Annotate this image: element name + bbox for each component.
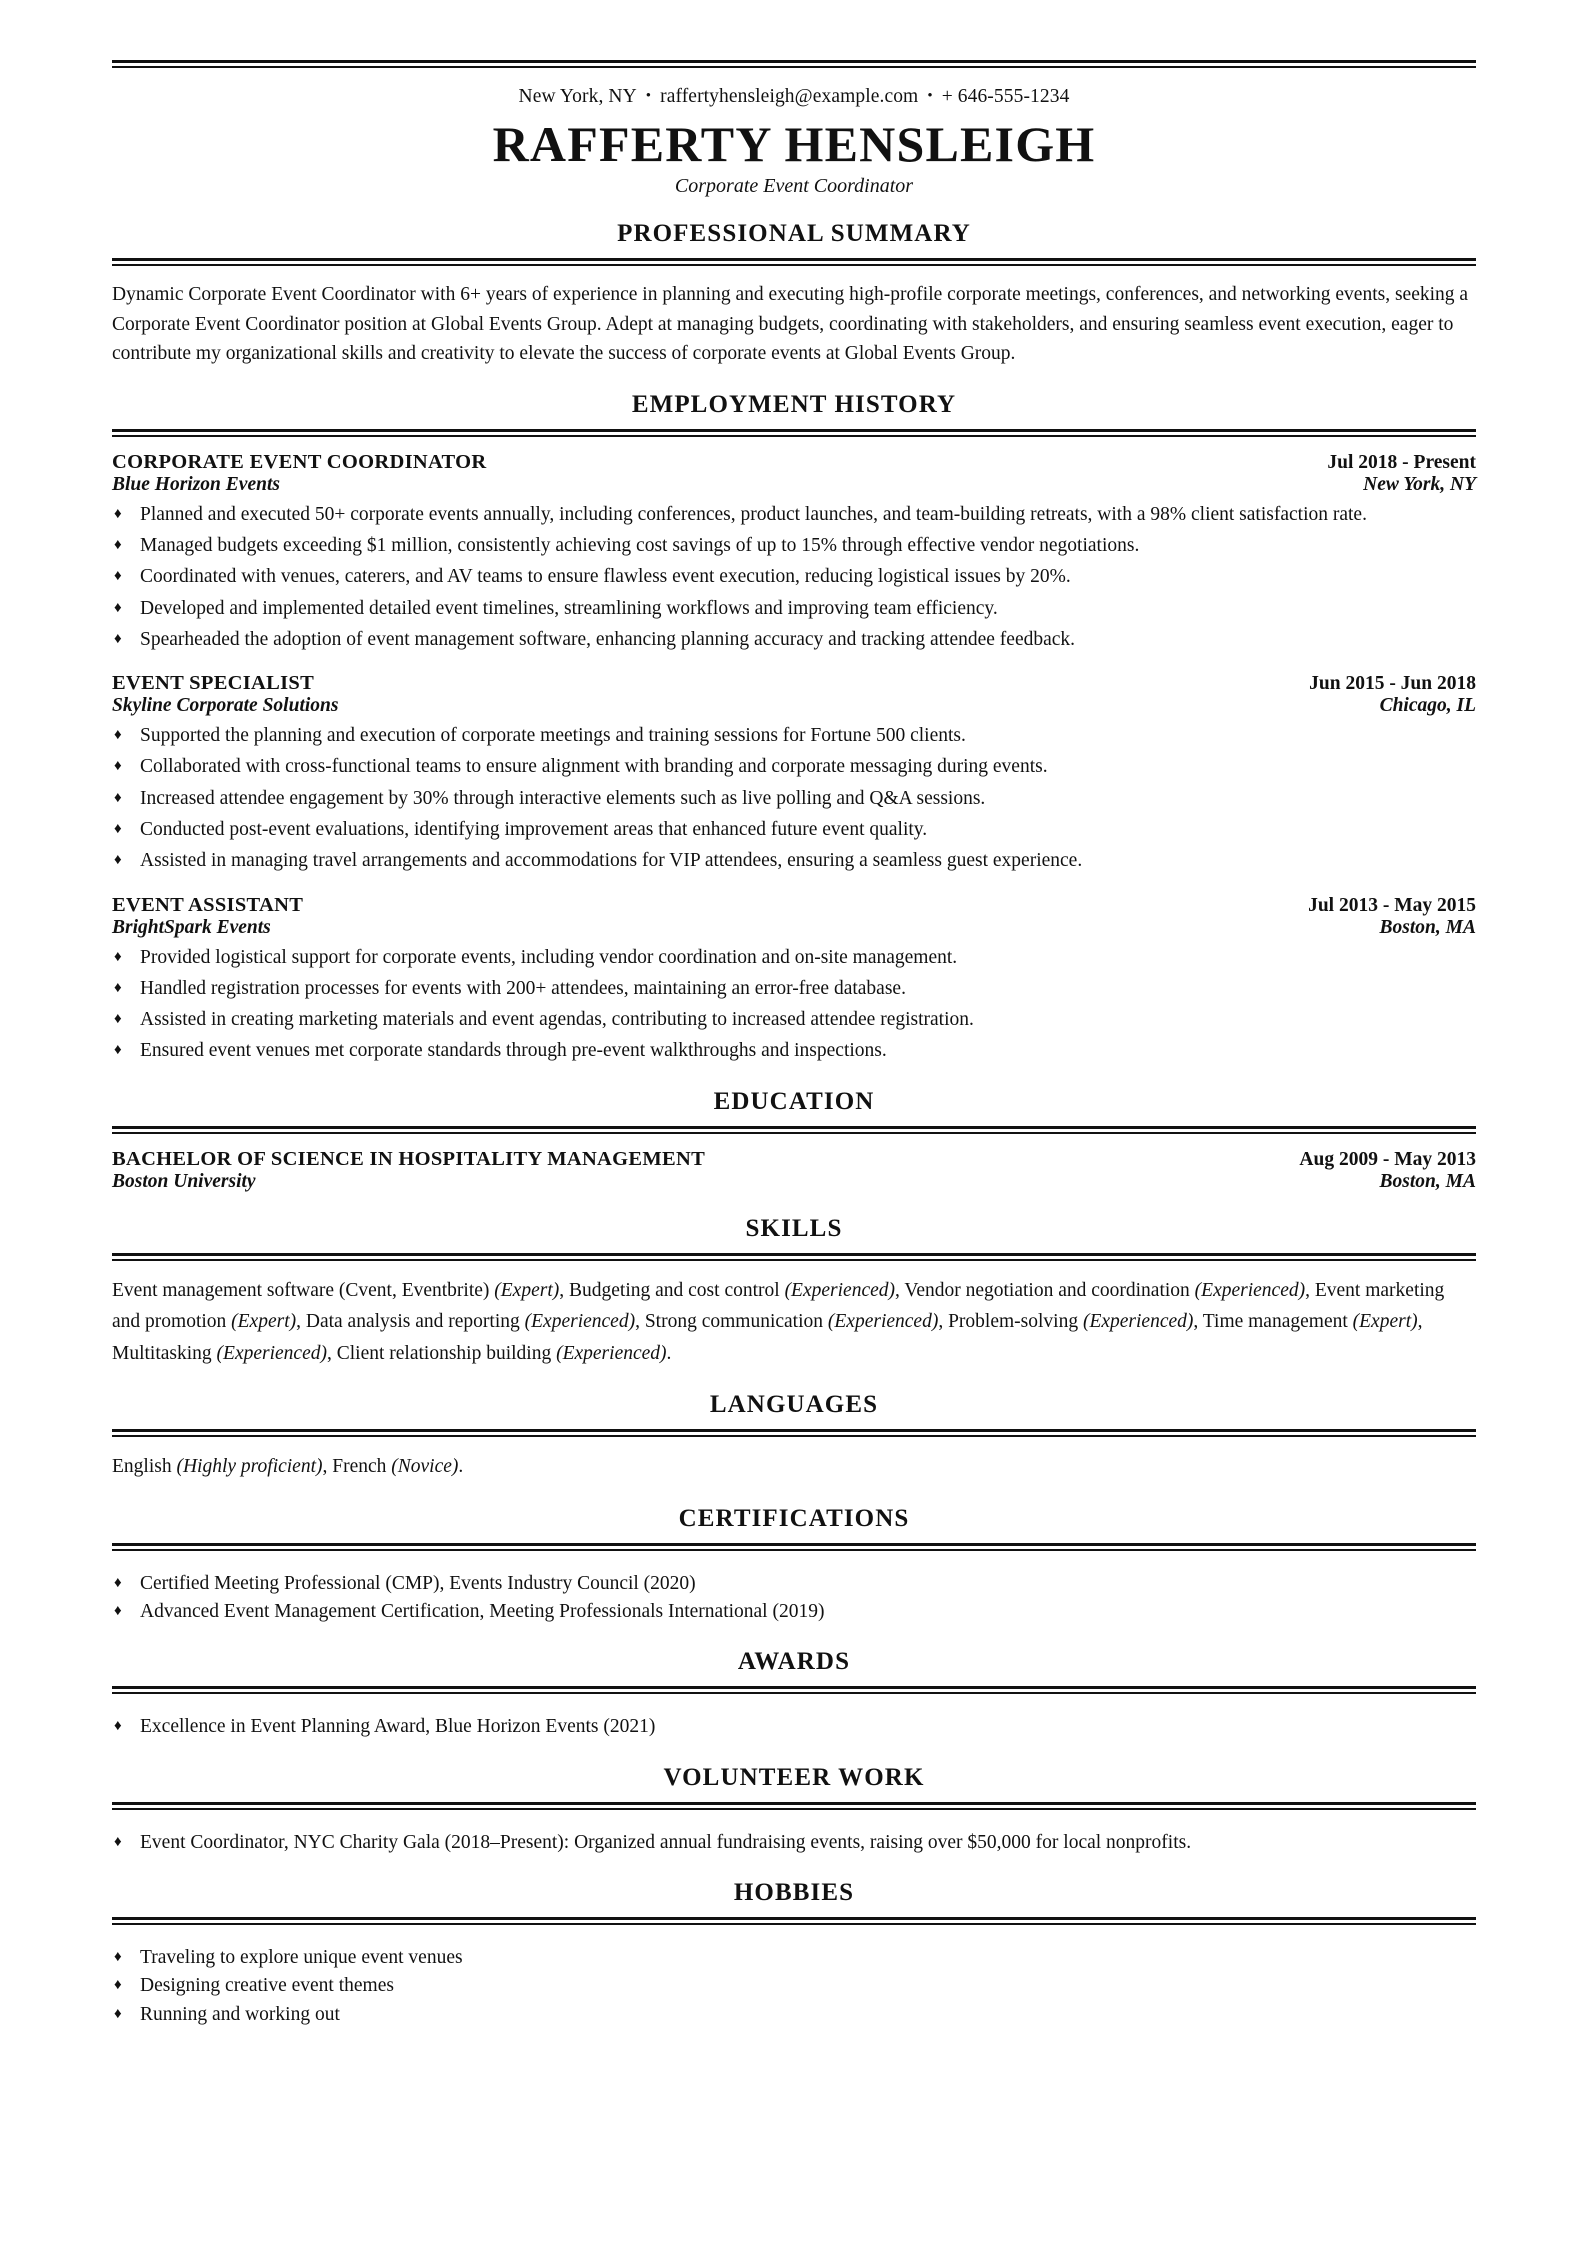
bullet-icon: ♦ bbox=[114, 758, 122, 775]
list-item bbox=[112, 1570, 1476, 1598]
entry-dates: Jul 2013 - May 2015 bbox=[1308, 894, 1476, 916]
skill-name: Budgeting and cost control bbox=[569, 1279, 785, 1301]
bullet-icon: ♦ bbox=[114, 1574, 122, 1591]
skill-separator: , bbox=[1417, 1311, 1423, 1333]
section-body-skills bbox=[112, 1261, 1476, 1370]
entry-row bbox=[112, 474, 1476, 496]
section-volunteer bbox=[112, 1764, 1476, 1857]
employment-entry bbox=[112, 894, 1476, 1066]
section-heading-education: EDUCATION bbox=[713, 1087, 875, 1115]
skill-level: (Experienced) bbox=[216, 1342, 327, 1364]
skill-separator: . bbox=[666, 1342, 672, 1364]
list-item bbox=[112, 1598, 1476, 1626]
bullet-icon: ♦ bbox=[114, 979, 122, 996]
entry-job-title: EVENT SPECIALIST bbox=[112, 672, 315, 695]
list-item bbox=[112, 847, 1476, 875]
entry-dates: Jun 2015 - Jun 2018 bbox=[1309, 673, 1476, 695]
list-item-text: Supported the planning and execution of corporate meetings and training sessions for Fortune 500 clients. bbox=[140, 725, 966, 747]
section-divider-employment bbox=[112, 429, 1476, 437]
language-level: (Highly proficient) bbox=[176, 1456, 323, 1478]
list-item bbox=[112, 944, 1476, 972]
skill-name: Event marketing and promotion bbox=[112, 1279, 1445, 1333]
list-item-text: Designing creative event themes bbox=[140, 1975, 394, 1997]
list-item-text: Coordinated with venues, caterers, and AV teams to ensure flawless event execution, reducing logistical issues by 20%. bbox=[140, 566, 1071, 588]
skill-name: Data analysis and reporting bbox=[305, 1311, 525, 1333]
contact-separator-1: • bbox=[645, 88, 652, 104]
candidate-name: RAFFERTY HENSLEIGH bbox=[492, 116, 1096, 172]
skill-level: (Experienced) bbox=[784, 1279, 895, 1301]
skill-name: Event management software (Cvent, Eventbrite) bbox=[112, 1279, 495, 1301]
contact-phone[interactable]: + 646-555-1234 bbox=[941, 86, 1070, 107]
entry-row bbox=[112, 894, 1476, 917]
contact-separator-2: • bbox=[927, 88, 933, 104]
bullet-icon: ♦ bbox=[114, 1948, 122, 1965]
section-divider-certifications bbox=[112, 1543, 1476, 1551]
list-item bbox=[112, 563, 1476, 591]
skill-level: (Expert) bbox=[1352, 1311, 1418, 1333]
list-item bbox=[112, 2001, 1476, 2029]
language-separator: . bbox=[458, 1456, 464, 1478]
section-divider-skills bbox=[112, 1253, 1476, 1261]
section-summary bbox=[112, 220, 1476, 369]
list-item-text: Spearheaded the adoption of event management software, enhancing planning accuracy and tracking attendee feedback. bbox=[140, 628, 1076, 650]
employment-entry bbox=[112, 451, 1476, 654]
section-body-languages bbox=[112, 1437, 1476, 1483]
entry-location: New York, NY bbox=[1363, 473, 1476, 495]
skill-level: (Experienced) bbox=[556, 1342, 667, 1364]
entry-row bbox=[112, 1171, 1476, 1193]
skill-name: Problem-solving bbox=[948, 1311, 1083, 1333]
list-item-text: Increased attendee engagement by 30% through interactive elements such as live polling and Q&A sessions. bbox=[140, 787, 986, 809]
bullet-icon: ♦ bbox=[114, 1603, 122, 1620]
entry-dates: Aug 2009 - May 2013 bbox=[1299, 1148, 1476, 1170]
skill-level: (Experienced) bbox=[1082, 1311, 1194, 1333]
list-item-text: Conducted post-event evaluations, identifying improvement areas that enhanced future event quality. bbox=[140, 819, 928, 840]
entry-job-title: CORPORATE EVENT COORDINATOR bbox=[112, 450, 487, 473]
bullet-icon: ♦ bbox=[114, 948, 122, 965]
entry-location: Chicago, IL bbox=[1379, 695, 1476, 717]
list-item bbox=[112, 975, 1476, 1003]
candidate-job-title: Corporate Event Coordinator bbox=[674, 175, 914, 197]
entry-location: Boston, MA bbox=[1379, 1170, 1476, 1192]
skill-level: (Experienced) bbox=[524, 1311, 636, 1333]
skill-name: Strong communication bbox=[644, 1311, 828, 1333]
bullet-icon: ♦ bbox=[114, 599, 122, 616]
list-item bbox=[112, 595, 1476, 623]
section-body-employment bbox=[112, 437, 1476, 1066]
list-item-text: Traveling to explore unique event venues bbox=[140, 1946, 463, 1968]
skill-level: (Experienced) bbox=[827, 1311, 939, 1333]
skill-level: (Experienced) bbox=[1194, 1279, 1306, 1301]
contact-email[interactable]: raffertyhensleigh@example.com bbox=[660, 86, 919, 107]
section-heading-hobbies: HOBBIES bbox=[733, 1878, 855, 1906]
bullet-icon: ♦ bbox=[114, 821, 122, 837]
list-item-text: Running and working out bbox=[140, 2003, 340, 2025]
list-item bbox=[112, 501, 1476, 529]
certification-bullets bbox=[112, 1570, 1476, 1627]
list-item bbox=[112, 785, 1476, 813]
section-certifications bbox=[112, 1505, 1476, 1627]
section-skills bbox=[112, 1215, 1476, 1370]
list-item bbox=[112, 1713, 1476, 1741]
entry-row bbox=[112, 451, 1476, 474]
list-item-text: Assisted in managing travel arrangements and accommodations for VIP attendees, ensuring a seamless guest experience. bbox=[140, 850, 1083, 872]
section-divider-hobbies bbox=[112, 1917, 1476, 1925]
employment-bullets bbox=[112, 501, 1476, 654]
entry-row bbox=[112, 672, 1476, 695]
list-item-text: Ensured event venues met corporate standards through pre-event walkthroughs and inspections. bbox=[140, 1040, 887, 1062]
section-heading-languages: LANGUAGES bbox=[709, 1391, 879, 1419]
languages-list bbox=[112, 1451, 1476, 1483]
section-divider-languages bbox=[112, 1429, 1476, 1437]
entry-row bbox=[112, 1148, 1476, 1171]
language-separator: , bbox=[322, 1456, 333, 1478]
bullet-icon: ♦ bbox=[114, 1718, 122, 1735]
list-item bbox=[112, 753, 1476, 781]
hobby-bullets bbox=[112, 1944, 1476, 2029]
skill-name: Time management bbox=[1202, 1311, 1353, 1333]
entry-job-title: EVENT ASSISTANT bbox=[112, 893, 304, 916]
list-item-text: Certified Meeting Professional (CMP), Events Industry Council (2020) bbox=[140, 1572, 696, 1594]
section-employment bbox=[112, 391, 1476, 1066]
section-heading-volunteer: VOLUNTEER WORK bbox=[663, 1763, 925, 1791]
list-item bbox=[112, 722, 1476, 750]
bullet-icon: ♦ bbox=[114, 630, 122, 647]
bullet-icon: ♦ bbox=[114, 727, 122, 744]
entry-location: Boston, MA bbox=[1379, 916, 1476, 938]
section-divider-education bbox=[112, 1126, 1476, 1134]
section-body-hobbies bbox=[112, 1925, 1476, 2029]
list-item-text: Advanced Event Management Certification, Meeting Professionals International (2019) bbox=[140, 1601, 825, 1623]
list-item bbox=[112, 532, 1476, 560]
language-name: English bbox=[112, 1456, 177, 1478]
list-item-text: Assisted in creating marketing materials and event agendas, contributing to increased attendee registration. bbox=[140, 1009, 974, 1031]
volunteer-bullets bbox=[112, 1829, 1476, 1857]
list-item bbox=[112, 1829, 1476, 1857]
section-divider-summary bbox=[112, 258, 1476, 266]
list-item bbox=[112, 1006, 1476, 1034]
section-body-summary bbox=[112, 266, 1476, 369]
skill-separator: , bbox=[559, 1279, 569, 1301]
skill-level: (Expert) bbox=[494, 1279, 560, 1301]
bullet-icon: ♦ bbox=[114, 852, 122, 869]
language-level: (Novice) bbox=[391, 1456, 459, 1478]
section-heading-skills: SKILLS bbox=[745, 1214, 843, 1242]
list-item bbox=[112, 626, 1476, 654]
skill-level: (Expert) bbox=[231, 1311, 297, 1333]
section-body-education bbox=[112, 1134, 1476, 1193]
employment-entry bbox=[112, 672, 1476, 875]
skill-separator: , bbox=[635, 1311, 645, 1333]
list-item bbox=[112, 1944, 1476, 1972]
list-item bbox=[112, 1972, 1476, 2000]
section-education bbox=[112, 1088, 1476, 1193]
entry-school: Boston University bbox=[112, 1170, 256, 1192]
employment-bullets bbox=[112, 944, 1476, 1066]
skill-separator: , bbox=[296, 1311, 306, 1333]
list-item bbox=[112, 1037, 1476, 1065]
entry-row bbox=[112, 695, 1476, 717]
section-heading-employment: EMPLOYMENT HISTORY bbox=[631, 390, 957, 418]
employment-bullets bbox=[112, 722, 1476, 875]
skill-separator: , bbox=[938, 1311, 949, 1333]
list-item-text: Planned and executed 50+ corporate events annually, including conferences, product launches, and team-building retreats, with a 98% client satisfaction rate. bbox=[140, 503, 1367, 525]
entry-dates: Jul 2018 - Present bbox=[1327, 451, 1476, 473]
bullet-icon: ♦ bbox=[114, 789, 122, 806]
section-divider-volunteer bbox=[112, 1802, 1476, 1810]
section-body-volunteer bbox=[112, 1810, 1476, 1857]
bullet-icon: ♦ bbox=[114, 1833, 122, 1850]
skills-list bbox=[112, 1275, 1476, 1370]
skill-name: Multitasking bbox=[112, 1342, 217, 1364]
section-awards bbox=[112, 1648, 1476, 1741]
education-entry bbox=[112, 1148, 1476, 1193]
list-item-text: Event Coordinator, NYC Charity Gala (2018–Present): Organized annual fundraising events, raising over $50,000 for local nonprofits. bbox=[140, 1831, 1192, 1853]
bullet-icon: ♦ bbox=[114, 1042, 122, 1059]
section-divider-awards bbox=[112, 1686, 1476, 1694]
section-hobbies bbox=[112, 1879, 1476, 2029]
bullet-icon: ♦ bbox=[114, 568, 122, 585]
entry-degree: BACHELOR OF SCIENCE IN HOSPITALITY MANAGEMENT bbox=[112, 1147, 706, 1170]
entry-company: BrightSpark Events bbox=[112, 916, 271, 938]
skill-separator: , bbox=[326, 1342, 337, 1364]
language-name: French bbox=[332, 1456, 392, 1478]
resume-sections bbox=[112, 220, 1476, 2029]
summary-text: Dynamic Corporate Event Coordinator with 6+ years of experience in planning and executing high-profile corporate meetings, conferences, and networking events, seeking a Corporate Event Coordinator position at Global Events Group. Adept at managing budgets, coordinating with stakeholders, and ensuring seamless event execution, eager to contribute my organizational skills and creativity to elevate the success of corporate events at Global Events Group. bbox=[112, 284, 1469, 365]
top-divider bbox=[112, 60, 1476, 68]
bullet-icon: ♦ bbox=[114, 505, 122, 522]
bullet-icon: ♦ bbox=[114, 1977, 122, 1994]
skill-name: Vendor negotiation and coordination bbox=[904, 1279, 1195, 1301]
section-body-awards bbox=[112, 1694, 1476, 1741]
bullet-icon: ♦ bbox=[114, 2005, 122, 2022]
skill-name: Client relationship building bbox=[336, 1342, 557, 1364]
list-item-text: Managed budgets exceeding $1 million, consistently achieving cost savings of up to 15% through effective vendor negotiations. bbox=[140, 535, 1140, 557]
section-languages bbox=[112, 1391, 1476, 1483]
entry-row bbox=[112, 917, 1476, 939]
list-item bbox=[112, 816, 1476, 844]
section-heading-summary: PROFESSIONAL SUMMARY bbox=[617, 220, 971, 247]
list-item-text: Provided logistical support for corporate events, including vendor coordination and on-site management. bbox=[140, 946, 958, 968]
skill-separator: , bbox=[1305, 1279, 1315, 1301]
award-bullets bbox=[112, 1713, 1476, 1741]
section-heading-awards: AWARDS bbox=[737, 1648, 851, 1676]
section-heading-certifications: CERTIFICATIONS bbox=[678, 1504, 910, 1532]
list-item-text: Handled registration processes for events with 200+ attendees, maintaining an error-free database. bbox=[140, 977, 906, 999]
contact-location: New York, NY bbox=[518, 86, 637, 107]
entry-company: Skyline Corporate Solutions bbox=[112, 695, 339, 717]
resume-header bbox=[112, 86, 1476, 198]
list-item-text: Developed and implemented detailed event timelines, streamlining workflows and improving team efficiency. bbox=[140, 597, 998, 619]
list-item-text: Excellence in Event Planning Award, Blue Horizon Events (2021) bbox=[140, 1716, 656, 1738]
bullet-icon: ♦ bbox=[114, 1011, 122, 1028]
skill-separator: , bbox=[1193, 1311, 1203, 1333]
skill-separator: , bbox=[895, 1279, 905, 1301]
section-body-certifications bbox=[112, 1551, 1476, 1627]
list-item-text: Collaborated with cross-functional teams to ensure alignment with branding and corporate messaging during events. bbox=[140, 756, 1048, 778]
entry-company: Blue Horizon Events bbox=[112, 473, 280, 495]
bullet-icon: ♦ bbox=[114, 537, 122, 554]
contact-line bbox=[112, 86, 1476, 108]
